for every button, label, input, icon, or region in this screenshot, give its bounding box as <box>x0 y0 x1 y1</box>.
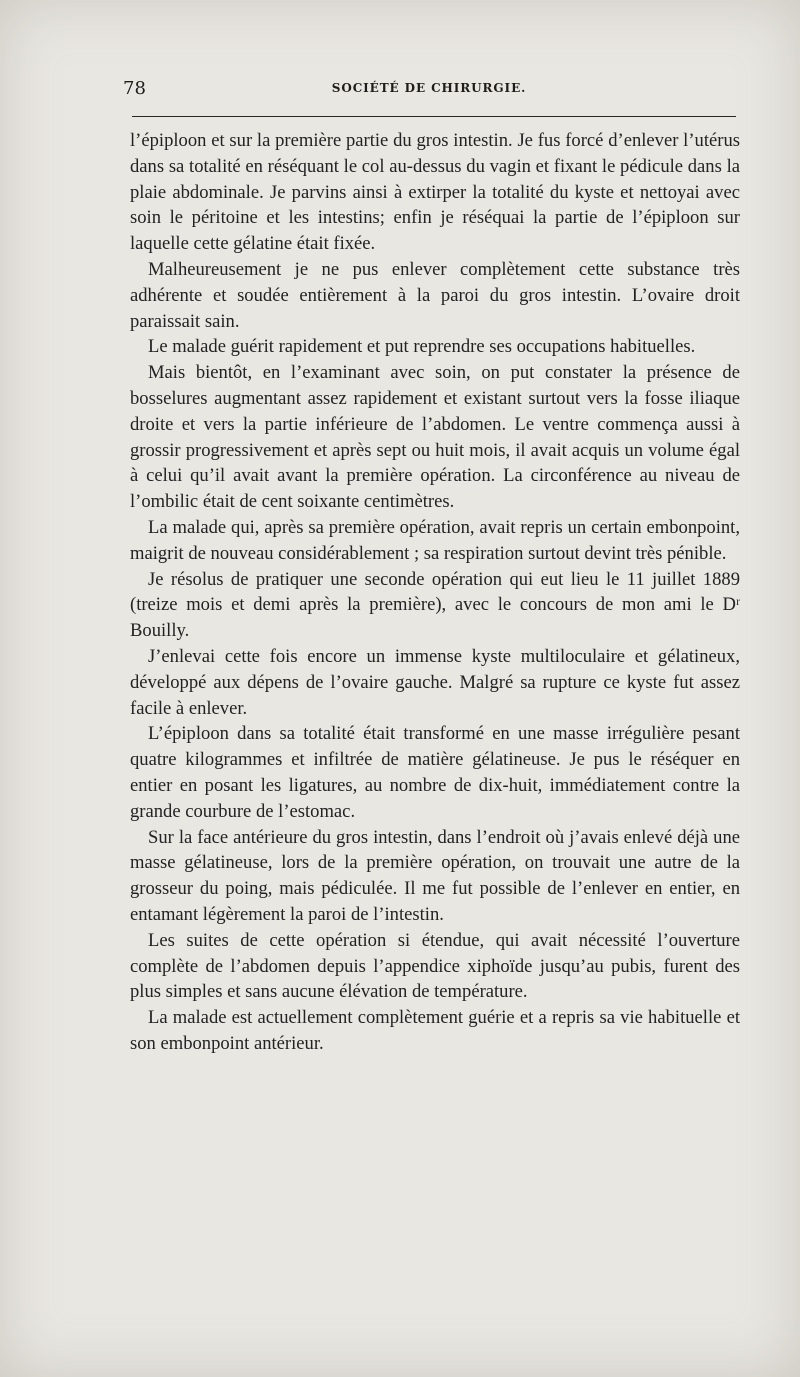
paragraph: Malheureusement je ne pus enlever complètement cette substance très adhérente et soudée entièrement à la paroi du gros intestin. L’ovaire droit paraissait sain. <box>130 258 740 332</box>
paragraph: J’enlevai cette fois encore un immense kyste multiloculaire et gélatineux, développé aux dépens de l’ovaire gauche. Malgré sa rupture ce kyste fut assez facile à enlever. <box>130 645 740 719</box>
paragraph: La malade qui, après sa première opération, avait repris un certain embonpoint, maigrit de nouveau considérablement ; sa respiration surtout devint très pénible. <box>130 516 740 564</box>
paragraph: Mais bientôt, en l’examinant avec soin, on put constater la présence de bosselures augmentant assez rapidement et existant surtout vers la fosse iliaque droite et vers la partie inférieure de l’abdomen. Le ventre commença aussi à grossir progressivement et après sept ou huit mois, il avait acquis un volume égal à celui qu’il avait avant la première opération. La circonférence au niveau de l’ombilic était de cent soixante centimètres. <box>130 362 740 513</box>
paragraph: L’épiploon dans sa totalité était transformé en une masse irrégulière pesant quatre kilogrammes et infiltrée de matière gélatineuse. Je pus le réséquer en entier en posant les ligatures, au nombre de dix-huit, immédiatement contre la grande courbure de l’estomac. <box>130 723 740 822</box>
paragraph-continuation: l’épiploon et sur la première partie du gros intestin. Je fus forcé d’enlever l’utérus dans sa totalité en réséquant le col au-dessus du vagin et fixant le pédicule dans la plaie abdominale. Je parvins ainsi à extirper la totalité du kyste et nettoyai avec soin le péritoine et les intestins; enfin je réséquai la partie de l’épiploon sur laquelle cette gélatine était fixée. <box>130 130 740 255</box>
paragraph: Sur la face antérieure du gros intestin, dans l’endroit où j’avais enlevé déjà une masse gélatineuse, lors de la première opération, on trouvait une autre de la grosseur du poing, mais pédiculée. Il me fut possible de l’enlever en entier, en entamant légèrement la paroi de l’intestin. <box>130 826 740 925</box>
page-header <box>123 78 735 108</box>
page-number: 78 <box>123 78 146 99</box>
body-text <box>130 128 740 1057</box>
paragraph: Je résolus de pratiquer une seconde opération qui eut lieu le 11 juillet 1889 (treize mois et demi après la première), avec le concours de mon ami le Dʳ Bouilly. <box>130 568 740 642</box>
running-title: SOCIÉTÉ DE CHIRURGIE. <box>331 81 527 95</box>
paragraph: Les suites de cette opération si étendue, qui avait nécessité l’ouverture complète de l’abdomen depuis l’appendice xiphoïde jusqu’au pubis, furent des plus simples et sans aucune élévation de température. <box>130 929 740 1003</box>
paragraph: Le malade guérit rapidement et put reprendre ses occupations habituelles. <box>148 336 696 358</box>
paragraph: La malade est actuellement complètement guérie et a repris sa vie habituelle et son embonpoint antérieur. <box>130 1007 740 1054</box>
header-rule <box>132 116 736 117</box>
